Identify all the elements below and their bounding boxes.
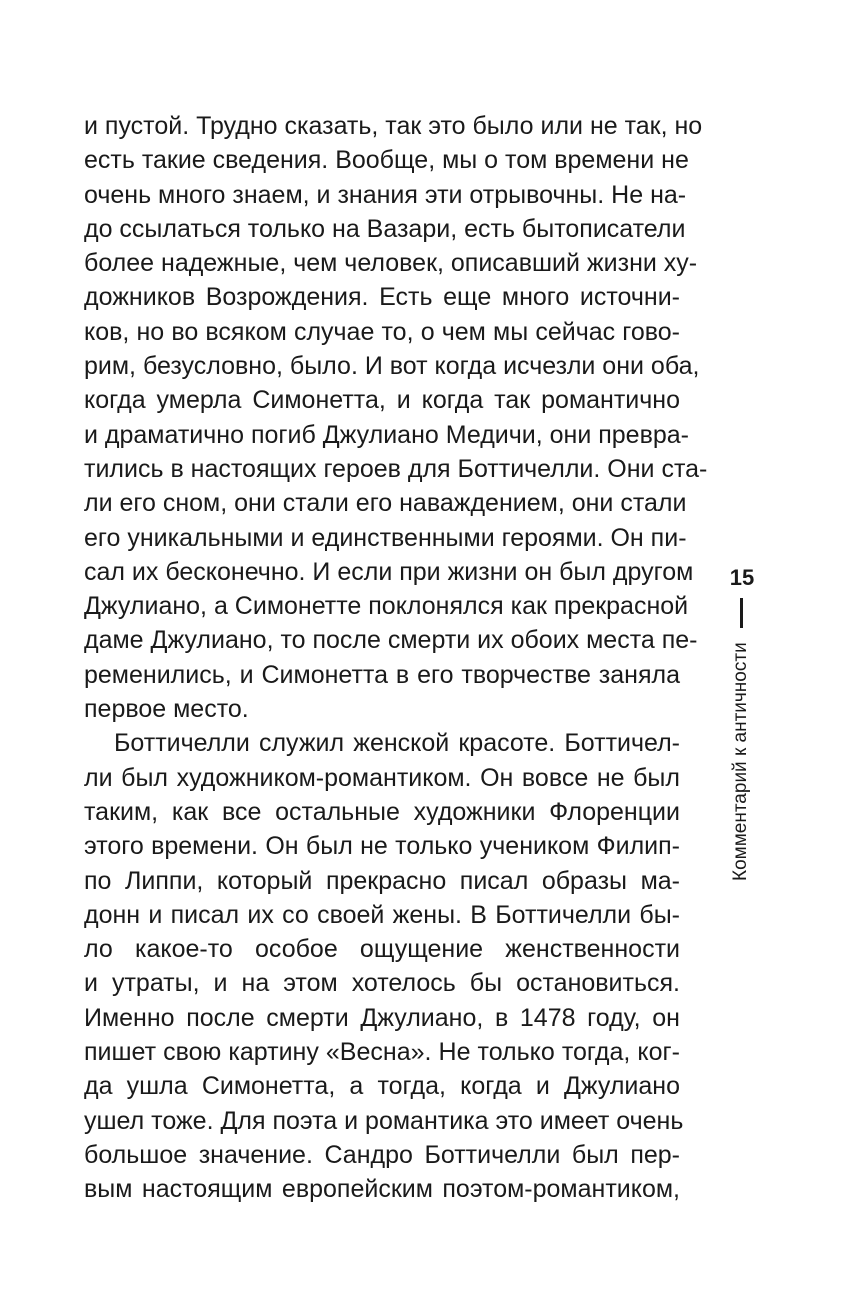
text-line: рим, безусловно, было. И вот когда исчезли они оба,	[84, 352, 700, 381]
page-number: 15	[729, 565, 755, 590]
text-line: Именно после смерти Джулиано, в 1478 году, он	[84, 1003, 680, 1032]
text-line: очень много знаем, и знания эти отрывочны. Не на-	[84, 180, 687, 209]
text-line: когда умерла Симонетта, и когда так романтично	[84, 386, 680, 415]
text-line: есть такие сведения. Вообще, мы о том времени не	[84, 146, 689, 175]
text-line: дожников Возрождения. Есть еще много источни-	[84, 283, 680, 312]
text-line: большое значение. Сандро Боттичелли был пер-	[84, 1140, 680, 1169]
text-line: и утраты, и на этом хотелось бы остановиться.	[84, 969, 680, 998]
text-line: этого времени. Он был не только учеником Филип-	[84, 832, 680, 861]
text-line: даме Джулиано, то после смерти их обоих места пе-	[84, 626, 698, 655]
paragraph-end-line: первое место.	[84, 695, 249, 724]
text-line: ли его сном, они стали его наваждением, они стали	[84, 489, 687, 518]
text-line: пишет свою картину «Весна». Не только тогда, ког-	[84, 1038, 680, 1067]
text-line: ло какое-то особое ощущение женственности	[84, 935, 680, 964]
text-line: да ушла Симонетта, а тогда, когда и Джулиано	[84, 1072, 680, 1101]
text-line: более надежные, чем человек, описавший жизни ху-	[84, 249, 698, 278]
text-line: сал их бесконечно. И если при жизни он был другом	[84, 557, 694, 586]
text-line: по Липпи, который прекрасно писал образы ма-	[84, 866, 680, 895]
text-line: ли был художником-романтиком. Он вовсе не был	[84, 763, 680, 792]
text-line: до ссылаться только на Вазари, есть бытописатели	[84, 214, 686, 243]
margin-rule	[740, 598, 743, 628]
body-text	[84, 109, 708, 1207]
text-line: ков, но во всяком случае то, о чем мы сейчас гово-	[84, 317, 680, 346]
text-line: и пустой. Трудно сказать, так это было или не так, но	[84, 112, 703, 140]
paragraph-start-line: Боттичелли служил женской красоте. Боттичел-	[114, 729, 680, 758]
text-line: и драматично погиб Джулиано Медичи, они превра-	[84, 420, 690, 449]
text-line: Джулиано, а Симонетте поклонялся как прекрасной	[84, 592, 689, 621]
text-line: донн и писал их со своей жены. В Боттичелли бы-	[84, 900, 680, 929]
text-line: его уникальными и единственными героями. Он пи-	[84, 523, 687, 552]
text-line: вым настоящим европейским поэтом-романтиком,	[84, 1175, 680, 1204]
text-line: ушел тоже. Для поэта и романтика это имеет очень	[84, 1106, 684, 1135]
text-line: таким, как все остальные художники Флоренции	[84, 797, 680, 826]
text-line: ременились, и Симонетта в его творчестве заняла	[84, 660, 680, 689]
running-head-text: Комментарий к античности	[730, 642, 751, 881]
text-line: тились в настоящих героев для Боттичелли. Они ста-	[84, 454, 708, 483]
